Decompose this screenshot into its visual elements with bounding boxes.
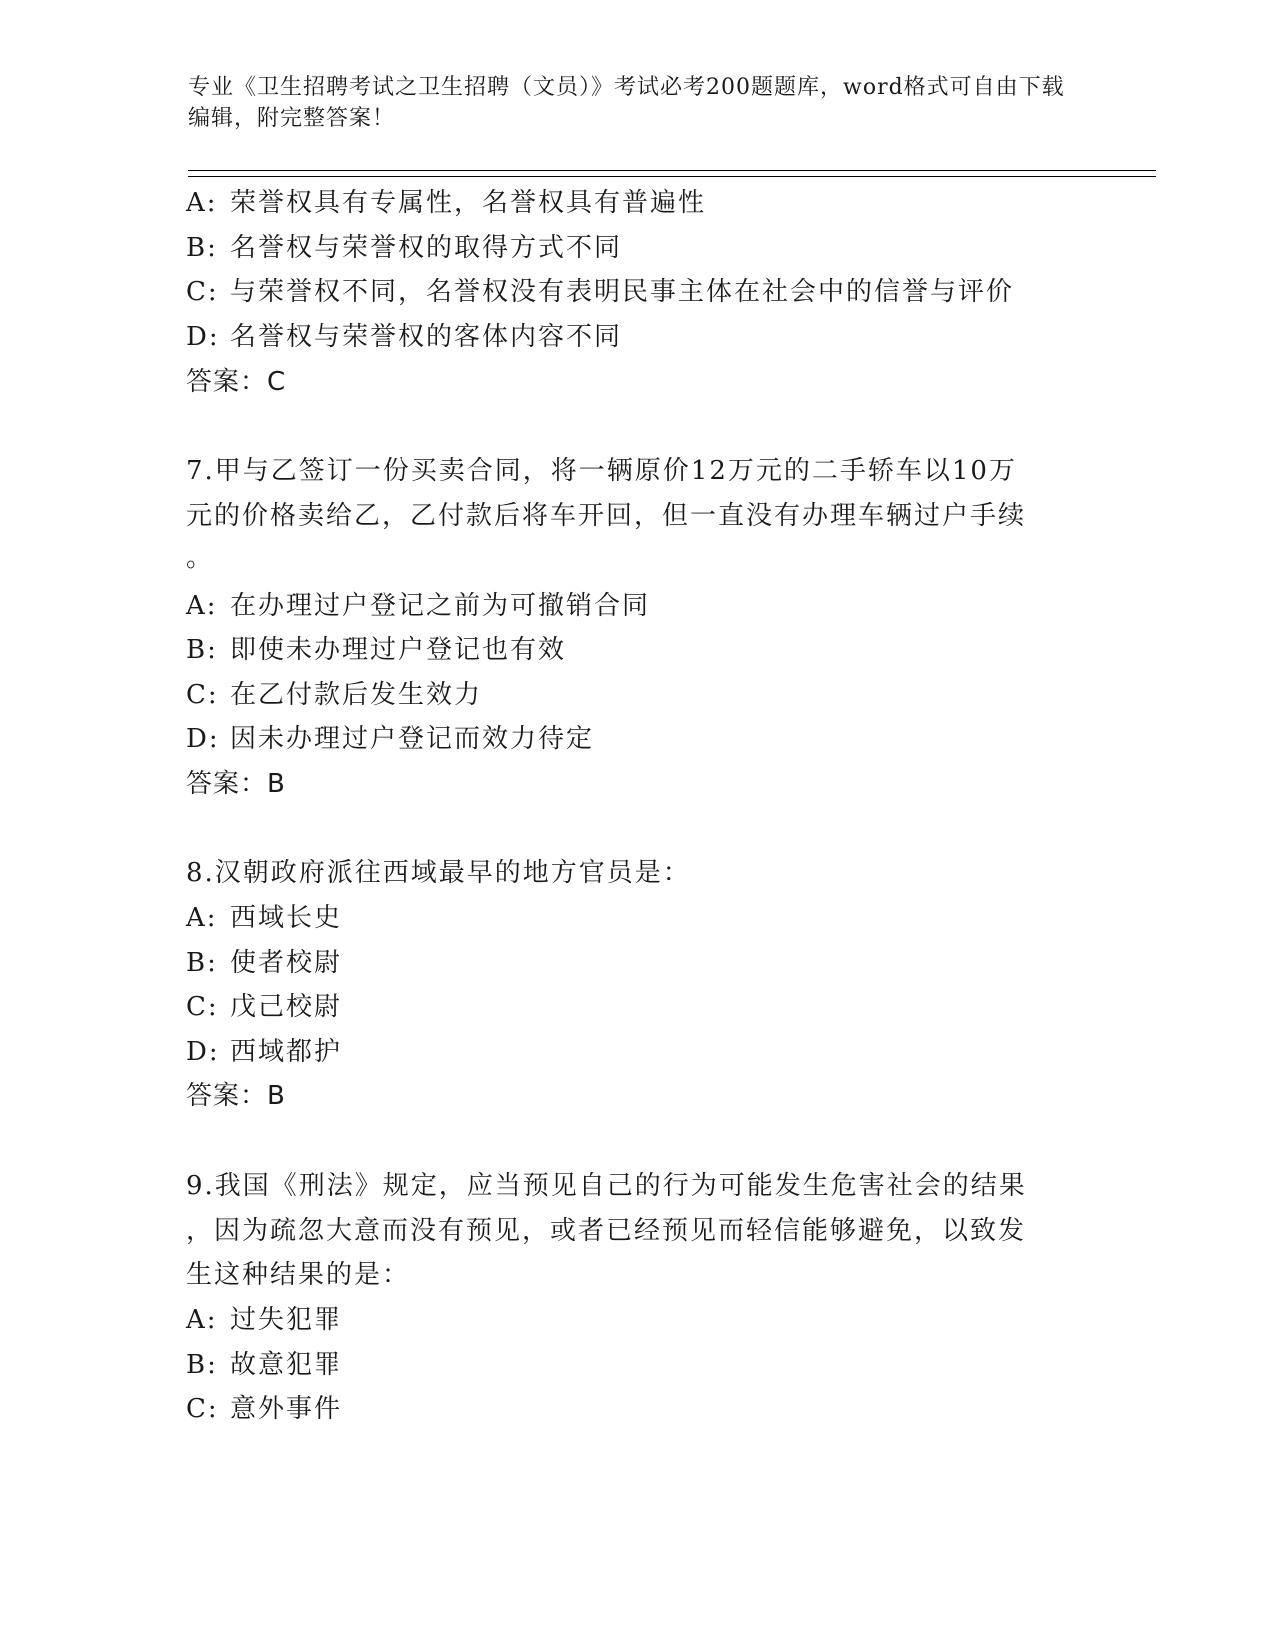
q8-option-c [186,991,342,1023]
option-letter: B: [186,635,218,665]
option-letter: B: [186,233,218,263]
q9-option-c [186,1393,342,1425]
option-text: 意外事件 [230,1394,343,1424]
option-letter: C: [186,1394,219,1424]
option-letter: B: [186,1350,218,1380]
option-text: 因未办理过户登记而效力待定 [230,724,595,754]
q8-option-a [186,902,342,934]
option-text: 过失犯罪 [230,1305,343,1335]
option-letter: A: [186,591,218,621]
q7-option-d [186,723,594,755]
option-letter: A: [186,1305,218,1335]
option-text: 故意犯罪 [230,1350,343,1380]
q7-stem-line2: 元的价格卖给乙，乙付款后将车开回，但一直没有办理车辆过户手续 [186,501,1027,531]
q7-answer: 答案：B [186,769,286,799]
q8-stem-line1: 8.汉朝政府派往西域最早的地方官员是： [186,858,691,888]
q6-option-c [186,276,1014,308]
q7-stem-line1: 7.甲与乙签订一份买卖合同，将一辆原价12万元的二手轿车以10万 [186,456,1017,486]
header-rule-top [188,170,1156,171]
option-text: 在办理过户登记之前为可撤销合同 [230,591,651,621]
q7-option-b [186,634,566,666]
option-letter: B: [186,948,218,978]
q8-answer: 答案：B [186,1081,286,1111]
q6-option-a [186,187,706,219]
q6-answer: 答案：C [186,367,287,397]
q7-option-c [186,679,482,711]
option-text: 使者校尉 [230,948,343,978]
q9-stem-line1: 9.我国《刑法》规定，应当预见自己的行为可能发生危害社会的结果 [186,1171,1027,1201]
q9-option-a [186,1304,342,1336]
q7-stem-line3: 。 [186,543,215,573]
option-letter: C: [186,277,219,307]
option-text: 荣誉权具有专属性，名誉权具有普遍性 [230,188,707,218]
option-text: 名誉权与荣誉权的取得方式不同 [230,233,623,263]
option-letter: C: [186,992,219,1022]
option-letter: D: [186,724,220,754]
option-letter: C: [186,680,219,710]
q9-stem-line2: ，因为疏忽大意而没有预见，或者已经预见而轻信能够避免，以致发 [186,1216,1027,1246]
document-header: 专业《卫生招聘考试之卫生招聘（文员）》考试必考200题题库，word格式可自由下载编辑，附完整答案！ [188,75,1065,131]
option-letter: A: [186,903,218,933]
option-text: 名誉权与荣誉权的客体内容不同 [230,322,623,352]
option-letter: D: [186,322,220,352]
q9-option-b [186,1349,342,1381]
option-text: 戊己校尉 [230,992,343,1022]
q8-option-b [186,947,342,979]
q8-option-d [186,1036,342,1068]
header-rule-bottom [188,176,1156,177]
q6-option-b [186,232,622,264]
option-letter: A: [186,188,218,218]
option-letter: D: [186,1037,220,1067]
option-text: 即使未办理过户登记也有效 [230,635,567,665]
option-text: 与荣誉权不同，名誉权没有表明民事主体在社会中的信誉与评价 [230,277,1015,307]
q7-option-a [186,590,650,622]
q6-option-d [186,321,622,353]
q9-stem-line3: 生这种结果的是： [186,1260,411,1290]
option-text: 西域长史 [230,903,343,933]
option-text: 西域都护 [230,1037,343,1067]
option-text: 在乙付款后发生效力 [230,680,483,710]
